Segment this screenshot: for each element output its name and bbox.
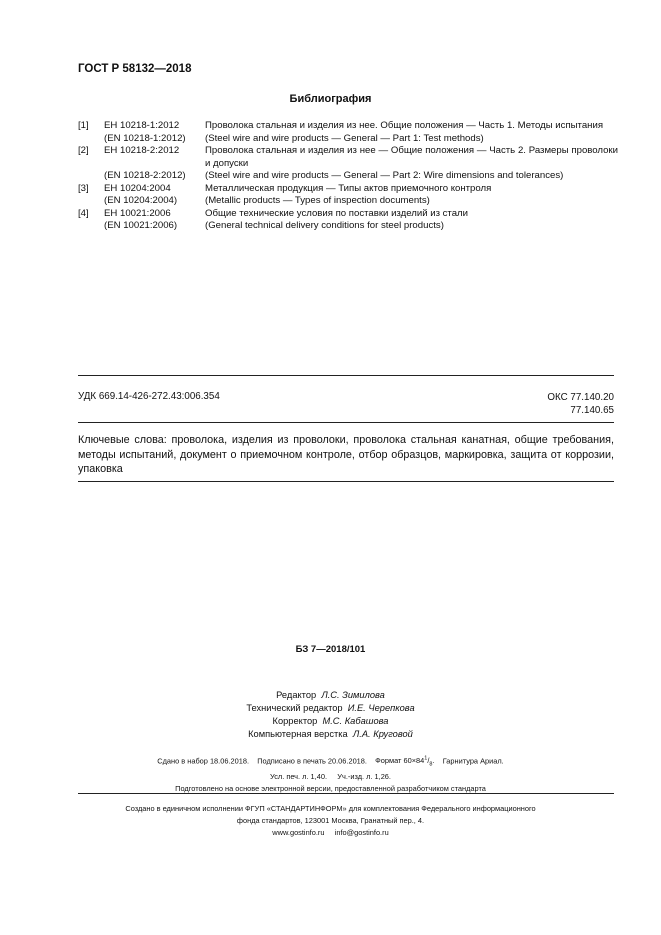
bib-number: [3] xyxy=(78,182,89,194)
bib-entry xyxy=(78,208,618,221)
bib-code: (EN 10021:2006) xyxy=(104,220,178,231)
bib-entry xyxy=(78,170,618,183)
bz-number: БЗ 7—2018/101 xyxy=(295,644,366,655)
bib-code: ЕН 10021:2006 xyxy=(104,207,171,219)
bib-entry xyxy=(78,133,618,146)
creator-line-1: Создано в единичном исполнении ФГУП «СТАНДАРТИНФОРМ» для комплектования Федерального информационного xyxy=(125,804,536,813)
staff-line xyxy=(0,715,661,728)
publisher-sheets: Уч.-изд. л. 1,26. xyxy=(337,772,391,782)
bib-entry xyxy=(78,195,618,208)
bib-code: (EN 10204:2004) xyxy=(104,195,178,206)
bib-entry xyxy=(78,120,618,133)
editorial-staff xyxy=(0,689,661,741)
divider-top xyxy=(78,375,614,376)
divider-bottom xyxy=(78,793,614,794)
oks-code-2: 77.140.65 xyxy=(570,405,614,416)
staff-role: Технический редактор xyxy=(246,703,343,713)
udc-code: УДК 669.14-426-272.43:006.354 xyxy=(78,391,220,402)
bib-text: (Steel wire and wire products — General — Part 2: Wire dimensions and tolerances) xyxy=(205,170,564,181)
keywords: Ключевые слова: проволока, изделия из проволоки, проволока стальная канатная, общие требования, методы испытаний, документ о приемочном контроле, отбор образцов, маркировка, защита от коррозии, упаковка xyxy=(78,434,614,475)
staff-name: М.С. Кабашова xyxy=(322,716,389,726)
standard-number: ГОСТ Р 58132—2018 xyxy=(78,63,192,75)
bib-text: (Metallic products — Types of inspection documents) xyxy=(205,195,430,206)
bib-code: ЕН 10218-1:2012 xyxy=(104,120,180,131)
font-info: Гарнитура Ариал. xyxy=(442,756,504,766)
staff-name: Л.А. Круговой xyxy=(352,729,413,739)
creator-line-2: фонда стандартов, 123001 Москва, Гранатный пер., 4. xyxy=(236,816,425,825)
bib-text: Проволока стальная и изделия из нее — Общие положения — Часть 2. Размеры проволоки и допуски xyxy=(205,145,618,169)
bib-number: [2] xyxy=(78,145,89,156)
bib-text: Металлическая продукция — Типы актов приемочного контроля xyxy=(205,182,492,194)
divider-keywords-bottom xyxy=(78,481,614,482)
sent-date: Сдано в набор 18.06.2018. xyxy=(157,756,249,766)
staff-name: И.Е. Черепкова xyxy=(347,703,415,713)
bib-entry xyxy=(78,220,618,233)
bib-text: (General technical delivery conditions for steel products) xyxy=(205,220,444,231)
print-line-1 xyxy=(0,754,661,771)
staff-role: Компьютерная верстка xyxy=(248,729,348,739)
email-link[interactable]: info@gostinfo.ru xyxy=(334,828,389,837)
print-info xyxy=(0,754,661,794)
bib-code: ЕН 10218-2:2012 xyxy=(104,145,180,156)
bib-number: [1] xyxy=(78,120,89,131)
bib-code: (EN 10218-2:2012) xyxy=(104,170,186,181)
staff-line xyxy=(0,702,661,715)
bib-number: [4] xyxy=(78,207,89,219)
staff-name: Л.С. Зимилова xyxy=(321,690,385,700)
website-link[interactable]: www.gostinfo.ru xyxy=(272,828,325,837)
signed-date: Подписано в печать 20.06.2018. xyxy=(257,756,367,766)
creator-info xyxy=(0,803,661,839)
prepared-note: Подготовлено на основе электронной версии, предоставленной разработчиком стандарта xyxy=(175,783,486,793)
staff-role: Корректор xyxy=(272,716,318,726)
print-line-2 xyxy=(0,771,661,783)
creator-line-3 xyxy=(0,827,661,839)
bibliography-title: Библиография xyxy=(289,93,372,105)
format: Формат $60\times 84^1/_8$. xyxy=(375,756,435,768)
divider-keywords-top xyxy=(78,422,614,423)
bibliography-list xyxy=(78,120,618,233)
bib-entry xyxy=(78,145,618,170)
bib-text: Общие технические условия по поставки изделий из стали xyxy=(205,207,469,219)
print-sheets: Усл. печ. л. 1,40. xyxy=(270,772,327,782)
bib-code: (EN 10218-1:2012) xyxy=(104,132,186,144)
bib-entry xyxy=(78,183,618,196)
bib-code: ЕН 10204:2004 xyxy=(104,182,171,194)
bib-text: (Steel wire and wire products — General — Part 1: Test methods) xyxy=(205,132,484,144)
oks-code-1: ОКС 77.140.20 xyxy=(547,392,614,403)
staff-line xyxy=(0,728,661,741)
staff-line xyxy=(0,689,661,702)
staff-role: Редактор xyxy=(276,690,317,700)
bib-text: Проволока стальная и изделия из нее. Общие положения — Часть 1. Методы испытания xyxy=(205,120,604,131)
oks-codes xyxy=(547,391,614,417)
